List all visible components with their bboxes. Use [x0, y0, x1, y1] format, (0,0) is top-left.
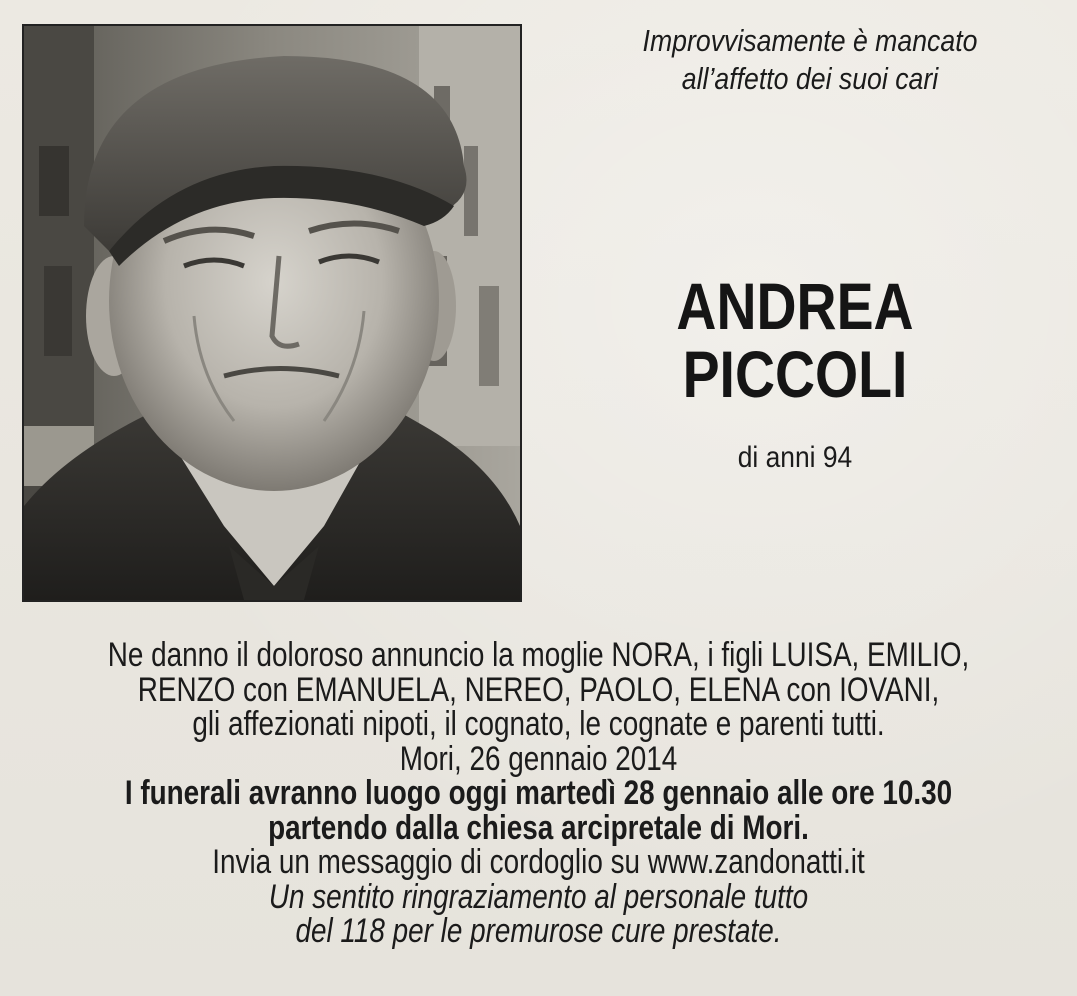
announcement-block — [0, 638, 1077, 949]
place-date: Mori, 26 gennaio 2014 — [399, 739, 678, 778]
thanks-line-1: Un sentito ringraziamento al personale tutto — [268, 877, 809, 916]
portrait-image — [24, 26, 520, 600]
announcement-line-1: Ne danno il doloroso annuncio la moglie NORA, i figli LUISA, EMILIO, — [107, 636, 970, 674]
intro-line-2: all’affetto dei suoi cari — [681, 61, 939, 96]
portrait-photo — [22, 24, 522, 602]
first-name: ANDREA — [676, 269, 914, 343]
announcement-line-3: gli affezionati nipoti, il cognato, le cognate e parenti tutti. — [192, 705, 885, 743]
intro-text — [595, 22, 1025, 98]
thanks-line-2: del 118 per le premurose cure prestate. — [295, 912, 782, 950]
intro-line-1: Improvvisamente è mancato — [642, 23, 978, 58]
condolence-line: Invia un messaggio di cordoglio su www.zandonatti.it — [212, 843, 865, 881]
age-text: di anni 94 — [737, 441, 853, 474]
funeral-line-2: partendo dalla chiesa arcipretale di Mori. — [268, 808, 809, 847]
deceased-name — [631, 269, 959, 411]
announcement-line-2: RENZO con EMANUELA, NEREO, PAOLO, ELENA con IOVANI, — [137, 670, 940, 709]
last-name: PICCOLI — [682, 337, 908, 411]
funeral-line-1: I funerali avranno luogo oggi martedì 28 gennaio alle ore 10.30 — [124, 774, 953, 812]
